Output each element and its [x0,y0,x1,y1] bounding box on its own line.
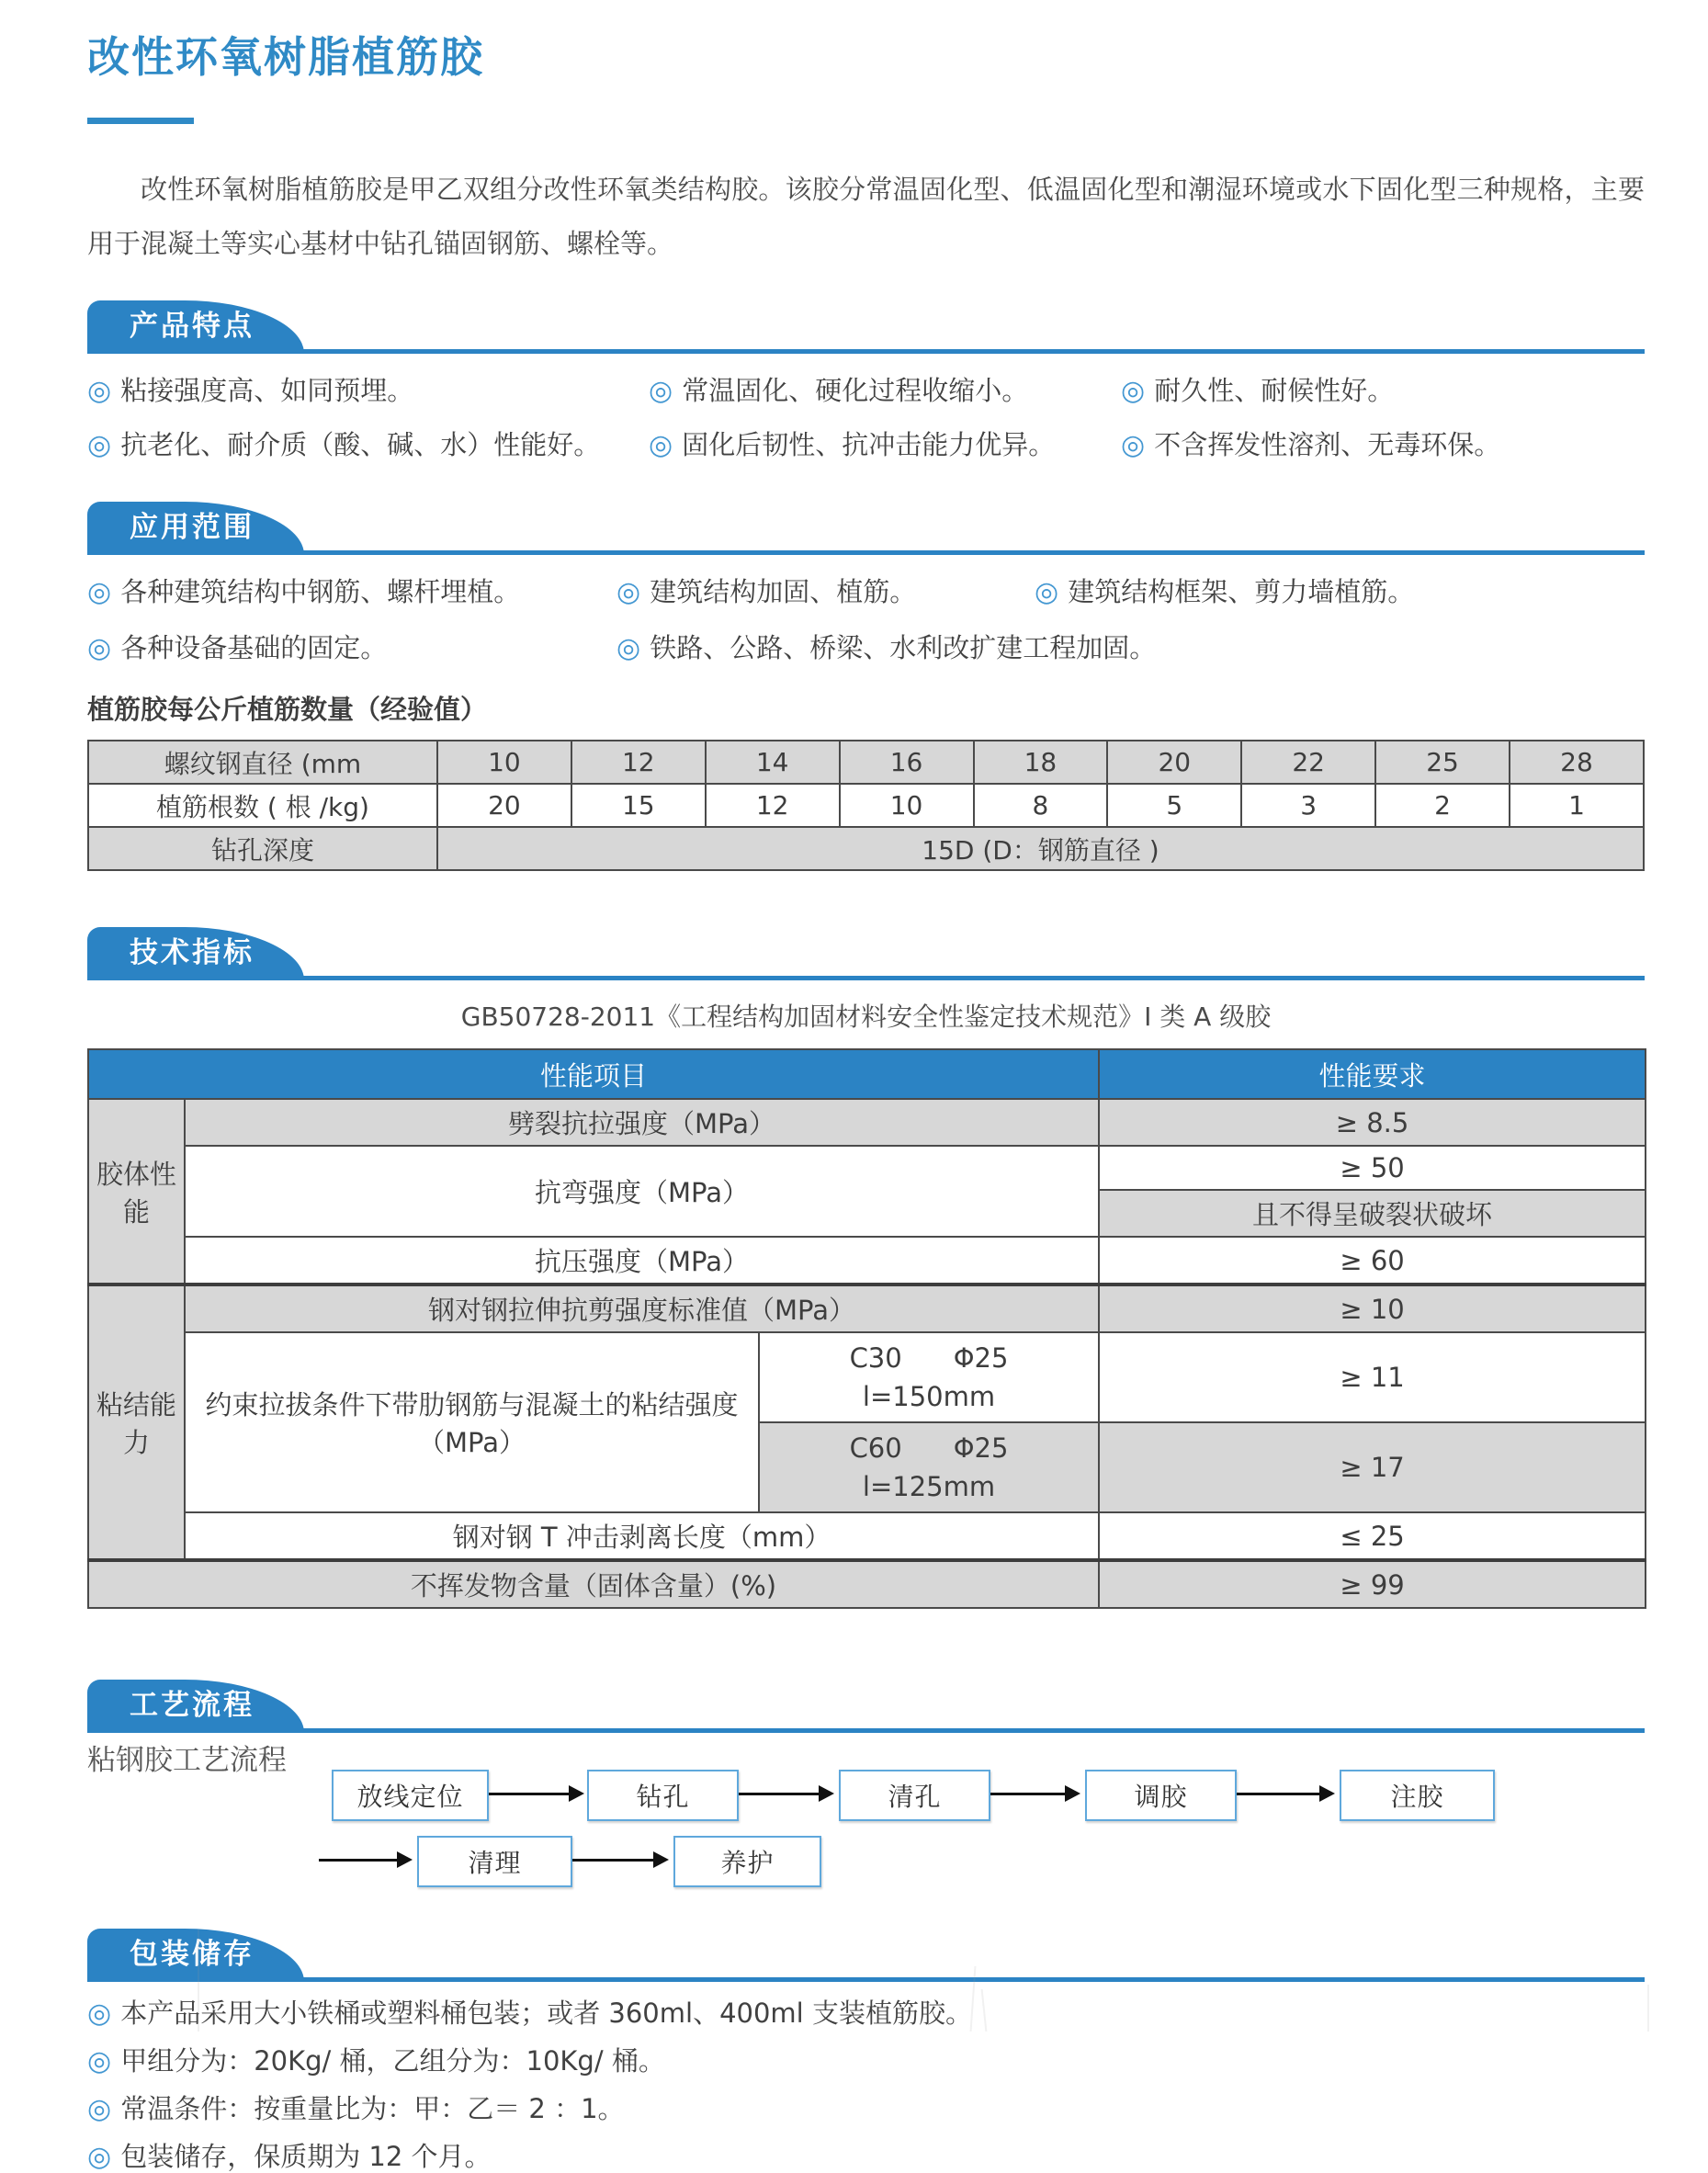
feature-text: 粘接强度高、如同预埋。 [120,375,414,406]
cell: 3 [1241,784,1375,827]
bullseye-icon: ◎ [616,632,641,664]
condition-line: l=150mm [862,1381,996,1412]
feature-text: 抗老化、耐介质（酸、碱、水）性能好。 [120,429,601,460]
property-cell: 抗弯强度（MPa） [185,1146,1099,1237]
table-header-row [88,1049,1646,1099]
process-flowchart [87,1737,1645,1895]
watermark-sketch [1647,1985,1649,2032]
condition-line [765,1429,1092,1467]
packaging-text: 常温条件：按重量比为：甲：乙＝ 2 ：1。 [120,2093,625,2124]
dosage-table-title: 植筋胶每公斤植筋数量（经验值） [87,694,488,725]
cell: 5 [1107,784,1241,827]
bullseye-icon: ◎ [1035,576,1059,608]
rebar-diameter: Φ25 [953,1342,1009,1374]
flow-step-box: 养护 [673,1836,821,1887]
bullseye-icon: ◎ [87,2093,112,2125]
application-item [616,572,1035,609]
section-badge-tech: 技术指标 [87,927,304,980]
table-row [88,741,1644,784]
packaging-text: 甲组分为：20Kg/ 桶，乙组分为：10Kg/ 桶。 [120,2045,665,2077]
cell: 10 [437,741,571,784]
application-item [87,628,616,665]
flow-arrow [572,1859,654,1862]
column-header: 性能项目 [88,1049,1099,1099]
section-header-tech [87,924,1645,980]
condition-line [765,1339,1092,1377]
cell: 1 [1510,784,1644,827]
application-text: 各种建筑结构中钢筋、螺杆埋植。 [120,576,521,607]
packaging-text: 本产品采用大小铁桶或塑料桶包装；或者 360ml、400ml 支装植筋胶。 [120,1998,972,2029]
condition-line: l=125mm [862,1471,996,1502]
applications-grid [87,572,1645,665]
bullseye-icon: ◎ [649,429,673,461]
section-badge-packaging: 包装储存 [87,1929,304,1982]
requirement-cell: ≥ 10 [1099,1285,1646,1332]
concrete-grade: C30 [849,1342,902,1374]
row-header: 钻孔深度 [88,827,437,870]
bullseye-icon: ◎ [649,375,673,407]
application-text: 铁路、公路、桥梁、水利改扩建工程加固。 [650,632,1157,663]
features-grid [87,370,1645,462]
packaging-item [87,2093,1645,2125]
section-underline [87,550,1645,555]
feature-text: 固化后韧性、抗冲击能力优异。 [682,429,1056,460]
table-row [88,1332,1646,1422]
cell: 14 [706,741,840,784]
cell: 20 [1107,741,1241,784]
requirement-cell: ≥ 17 [1099,1422,1646,1512]
group-header: 粘结能力 [88,1285,185,1560]
cell: 10 [840,784,974,827]
section-underline [87,1977,1645,1982]
bullseye-icon: ◎ [87,632,112,664]
table-row [88,1285,1646,1332]
property-cell: 约束拉拔条件下带肋钢筋与混凝土的粘结强度（MPa） [185,1332,759,1512]
flow-arrow [990,1793,1066,1795]
requirement-cell: ≥ 99 [1099,1560,1646,1608]
flow-step-box: 清孔 [839,1770,990,1821]
application-item [87,572,616,609]
table-row [88,1237,1646,1285]
row-header: 植筋根数 ( 根 /kg) [88,784,437,827]
cell: 12 [706,784,840,827]
section-header-process [87,1677,1645,1733]
section-badge-process: 工艺流程 [87,1680,304,1733]
cell: 20 [437,784,571,827]
table-row [88,1146,1646,1190]
dosage-table [87,740,1645,871]
cell: 8 [974,784,1108,827]
feature-text: 常温固化、硬化过程收缩小。 [682,375,1029,406]
flow-arrow [489,1793,570,1795]
page-title: 改性环氧树脂植筋胶 [87,32,484,82]
intro-paragraph: 改性环氧树脂植筋胶是甲乙双组分改性环氧类结构胶。该胶分常温固化型、低温固化型和潮湿环境或水下固化型三种规格，主要用于混凝土等实心基材中钻孔锚固钢筋、螺栓等。 [87,174,1645,259]
packaging-list [87,1998,1645,2173]
cell: 25 [1375,741,1510,784]
page-content [87,0,1645,2173]
bullseye-icon: ◎ [87,375,112,407]
group-header: 胶体性能 [88,1099,185,1285]
feature-item [1121,370,1645,408]
application-text: 建筑结构框架、剪力墙植筋。 [1068,576,1415,607]
flowchart-label: 粘钢胶工艺流程 [87,1744,287,1777]
flow-arrow [739,1793,820,1795]
tech-table [87,1048,1646,1609]
table-row [88,1099,1646,1146]
property-cell: 劈裂抗拉强度（MPa） [185,1099,1099,1146]
feature-text: 不含挥发性溶剂、无毒环保。 [1154,429,1501,460]
cell: 12 [571,741,706,784]
bullseye-icon: ◎ [87,429,112,461]
flow-step-box: 注胶 [1340,1770,1495,1821]
bullseye-icon: ◎ [87,576,112,608]
feature-text: 耐久性、耐候性好。 [1154,375,1395,406]
property-cell: 不挥发物含量（固体含量）(%) [88,1560,1099,1608]
table-row [88,1560,1646,1608]
merged-cell: 15D (D：钢筋直径 ) [437,827,1644,870]
cell: 16 [840,741,974,784]
column-header: 性能要求 [1099,1049,1646,1099]
cell: 18 [974,741,1108,784]
watermark-sketch [198,1930,199,2032]
concrete-grade: C60 [849,1432,902,1464]
cell: 15 [571,784,706,827]
flow-step-box: 调胶 [1085,1770,1237,1821]
flow-arrow [1237,1793,1320,1795]
tech-table-caption: GB50728-2011《工程结构加固材料安全性鉴定技术规范》I 类 A 级胶 [460,1002,1272,1032]
flow-step-box: 清理 [417,1836,572,1887]
application-item [1035,572,1645,609]
flow-arrow [319,1859,398,1862]
requirement-cell: 且不得呈破裂状破坏 [1099,1190,1646,1237]
title-underline-dash [87,118,194,124]
feature-item [87,424,649,462]
flow-step-box: 放线定位 [332,1770,489,1821]
bullseye-icon: ◎ [87,1998,112,2030]
application-item [616,628,1157,665]
row-header: 螺纹钢直径 (mm [88,741,437,784]
section-underline [87,349,1645,354]
table-row [88,827,1644,870]
application-text: 各种设备基础的固定。 [120,632,388,663]
requirement-cell: ≥ 60 [1099,1237,1646,1285]
requirement-cell: ≤ 25 [1099,1512,1646,1560]
packaging-item [87,2045,1645,2077]
feature-item [1121,424,1645,462]
condition-cell [759,1332,1099,1422]
table-row [88,784,1644,827]
condition-cell [759,1422,1099,1512]
cell: 2 [1375,784,1510,827]
property-cell: 抗压强度（MPa） [185,1237,1099,1285]
section-badge-features: 产品特点 [87,300,304,354]
bullseye-icon: ◎ [87,2141,112,2173]
cell: 22 [1241,741,1375,784]
requirement-cell: ≥ 50 [1099,1146,1646,1190]
property-cell: 钢对钢拉伸抗剪强度标准值（MPa） [185,1285,1099,1332]
cell: 28 [1510,741,1644,784]
section-header-features [87,298,1645,354]
packaging-item [87,2141,1645,2173]
section-header-applications [87,499,1645,555]
rebar-diameter: Φ25 [953,1432,1009,1464]
packaging-item [87,1998,1645,2030]
table-row [88,1512,1646,1560]
bullseye-icon: ◎ [1121,429,1146,461]
feature-item [649,424,1121,462]
bullseye-icon: ◎ [1121,375,1146,407]
requirement-cell: ≥ 11 [1099,1332,1646,1422]
property-cell: 钢对钢 T 冲击剥离长度（mm） [185,1512,1099,1560]
application-text: 建筑结构加固、植筋。 [650,576,917,607]
section-underline [87,1728,1645,1733]
bullseye-icon: ◎ [87,2045,112,2077]
requirement-cell: ≥ 8.5 [1099,1099,1646,1146]
flow-step-box: 钻孔 [587,1770,739,1821]
section-underline [87,976,1645,980]
feature-item [649,370,1121,408]
section-badge-applications: 应用范围 [87,502,304,555]
packaging-text: 包装储存，保质期为 12 个月。 [120,2141,492,2172]
section-header-packaging [87,1926,1645,1982]
feature-item [87,370,649,408]
bullseye-icon: ◎ [616,576,641,608]
